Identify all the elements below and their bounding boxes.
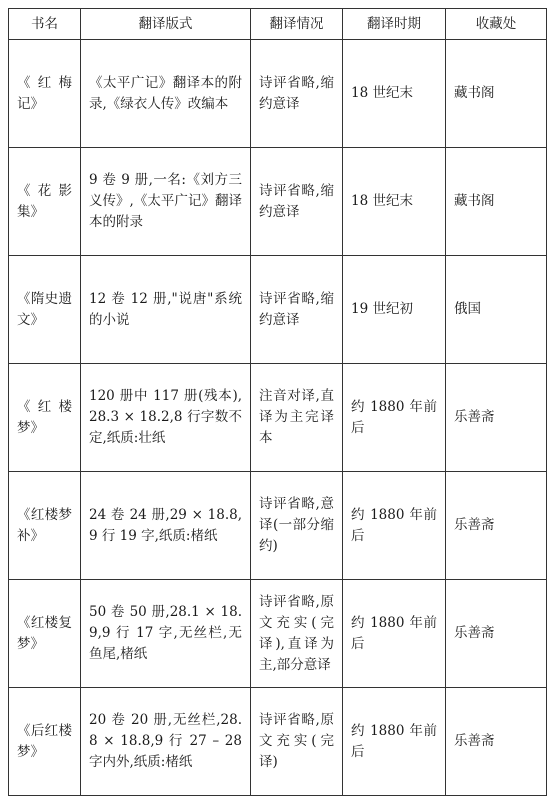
table-row — [9, 364, 547, 472]
cell-translation-period: 约 1880 年前后 — [343, 688, 446, 796]
cell-translation-status: 诗评省略,原文充实(完译),直译为主,部分意译 — [251, 580, 343, 688]
header-translation-status: 翻译情况 — [251, 9, 343, 40]
cell-translation-status: 诗评省略,意译(一部分缩约) — [251, 472, 343, 580]
cell-translation-format: 24 卷 24 册,29 × 18.8,9 行 19 字,纸质:楮纸 — [81, 472, 251, 580]
cell-collection-location: 乐善斋 — [446, 688, 547, 796]
cell-translation-period: 约 1880 年前后 — [343, 364, 446, 472]
cell-book-title: 《红梅记》 — [9, 40, 81, 148]
cell-book-title: 《隋史遗文》 — [9, 256, 81, 364]
cell-translation-status: 诗评省略,缩约意译 — [251, 148, 343, 256]
cell-collection-location: 乐善斋 — [446, 580, 547, 688]
table-header-row — [9, 9, 547, 40]
cell-translation-format: 12 卷 12 册,"说唐"系统的小说 — [81, 256, 251, 364]
cell-collection-location: 藏书阁 — [446, 148, 547, 256]
cell-collection-location: 俄国 — [446, 256, 547, 364]
cell-book-title: 《红楼梦补》 — [9, 472, 81, 580]
header-translation-format: 翻译版式 — [81, 9, 251, 40]
cell-translation-status: 注音对译,直译为主完译本 — [251, 364, 343, 472]
cell-translation-period: 18 世纪末 — [343, 40, 446, 148]
table-row — [9, 40, 547, 148]
translation-catalog-table — [8, 8, 547, 796]
cell-translation-period: 约 1880 年前后 — [343, 472, 446, 580]
cell-translation-status: 诗评省略,缩约意译 — [251, 256, 343, 364]
cell-translation-format: 《太平广记》翻译本的附录,《绿衣人传》改编本 — [81, 40, 251, 148]
table-row — [9, 256, 547, 364]
cell-translation-period: 18 世纪末 — [343, 148, 446, 256]
cell-translation-period: 约 1880 年前后 — [343, 580, 446, 688]
cell-book-title: 《红楼梦》 — [9, 364, 81, 472]
cell-translation-status: 诗评省略,缩约意译 — [251, 40, 343, 148]
cell-collection-location: 乐善斋 — [446, 364, 547, 472]
cell-translation-status: 诗评省略,原文充实(完译) — [251, 688, 343, 796]
table-row — [9, 472, 547, 580]
table-row — [9, 148, 547, 256]
cell-translation-format: 120 册中 117 册(残本),28.3 × 18.2,8 行字数不定,纸质:壮纸 — [81, 364, 251, 472]
header-collection-location: 收藏处 — [446, 9, 547, 40]
cell-translation-format: 50 卷 50 册,28.1 × 18.9,9 行 17 字,无丝栏,无鱼尾,楮纸 — [81, 580, 251, 688]
header-translation-period: 翻译时期 — [343, 9, 446, 40]
cell-book-title: 《后红楼梦》 — [9, 688, 81, 796]
cell-translation-period: 19 世纪初 — [343, 256, 446, 364]
table-row — [9, 688, 547, 796]
cell-translation-format: 20 卷 20 册,无丝栏,28.8 × 18.8,9 行 27 – 28 字内外,纸质:楮纸 — [81, 688, 251, 796]
cell-collection-location: 乐善斋 — [446, 472, 547, 580]
cell-translation-format: 9 卷 9 册,一名:《刘方三义传》,《太平广记》翻译本的附录 — [81, 148, 251, 256]
table-row — [9, 580, 547, 688]
header-book-title: 书名 — [9, 9, 81, 40]
cell-book-title: 《红楼复梦》 — [9, 580, 81, 688]
cell-collection-location: 藏书阁 — [446, 40, 547, 148]
cell-book-title: 《花影集》 — [9, 148, 81, 256]
